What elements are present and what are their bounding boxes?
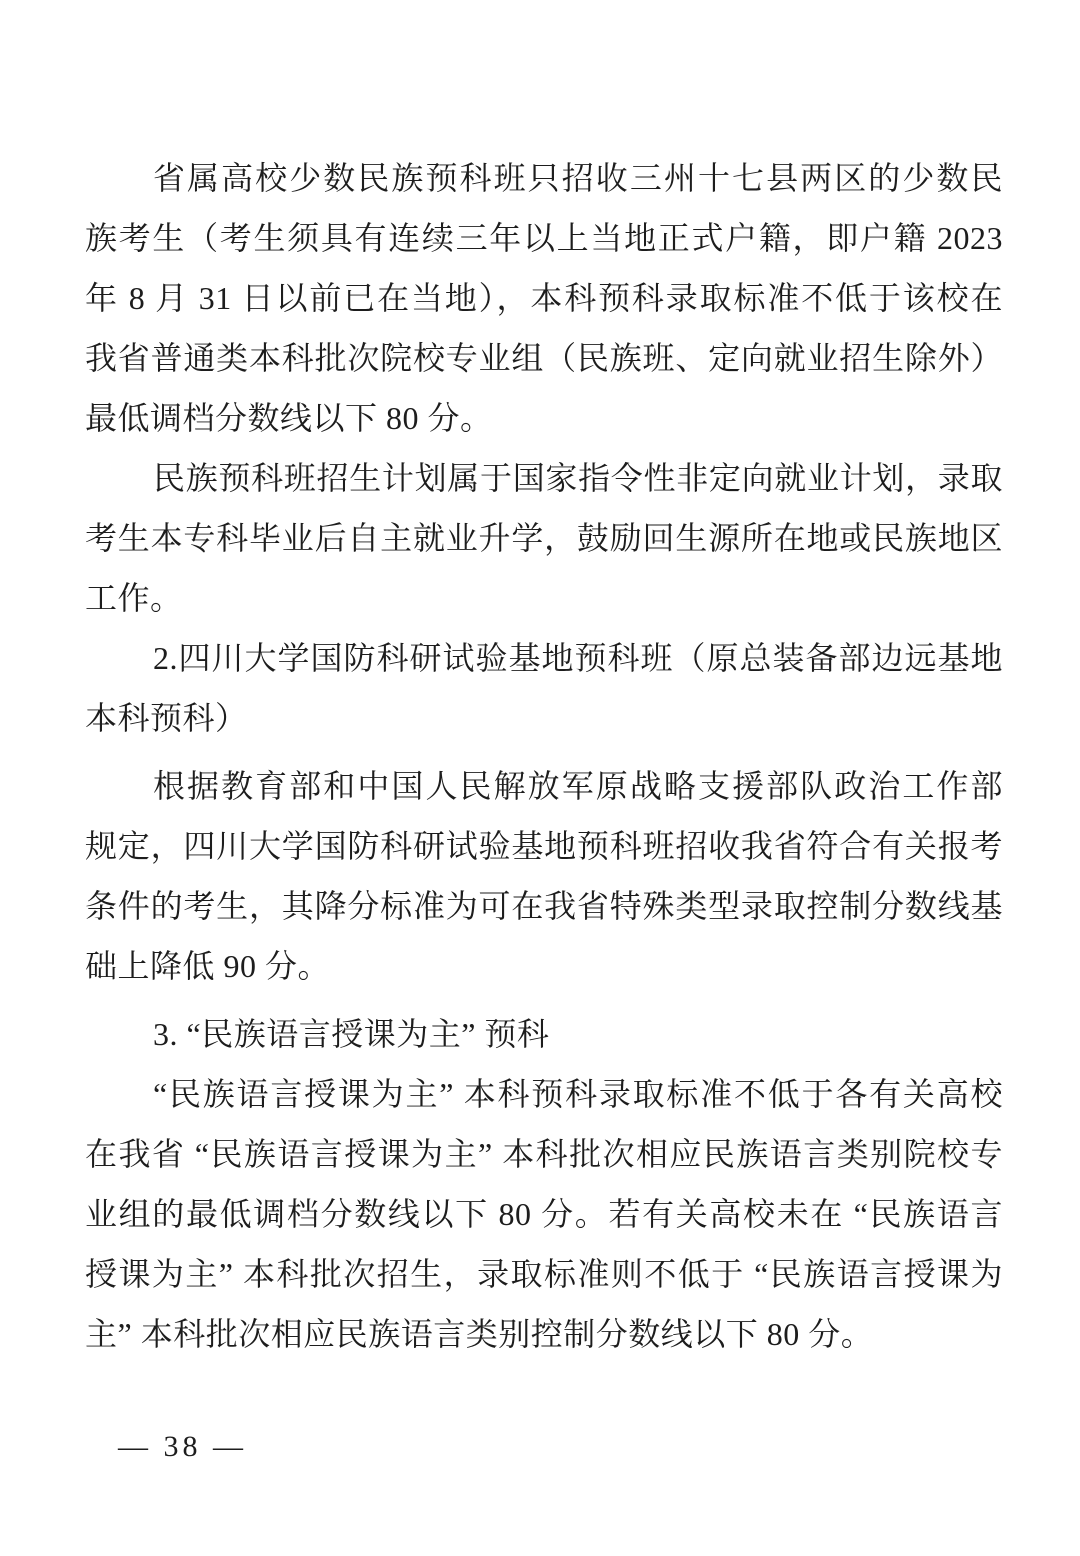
text-line: 省属高校少数民族预科班只招收三州十七县两区的少数民 — [153, 160, 1003, 196]
text-line: 规定，四川大学国防科研试验基地预科班招收我省符合有关报考 — [85, 828, 1003, 864]
text-line: 础上降低 90 分。 — [85, 948, 331, 984]
text-line: “民族语言授课为主” 本科预科录取标准不低于各有关高校 — [153, 1076, 1003, 1112]
section-heading-line: 2.四川大学国防科研试验基地预科班（原总装备部边远基地 — [153, 640, 1003, 676]
text-line: 年 8 月 31 日以前已在当地），本科预科录取标准不低于该校在 — [85, 280, 1003, 316]
section-heading-line: 本科预科） — [85, 700, 248, 736]
text-line: 最低调档分数线以下 80 分。 — [85, 400, 493, 436]
text-line: 在我省 “民族语言授课为主” 本科批次相应民族语言类别院校专 — [85, 1136, 1003, 1172]
text-line: 条件的考生，其降分标准为可在我省特殊类型录取控制分数线基 — [85, 888, 1003, 924]
text-line: 民族预科班招生计划属于国家指令性非定向就业计划，录取 — [153, 460, 1003, 496]
text-line: 工作。 — [85, 580, 183, 616]
section-heading-line: 3. “民族语言授课为主” 预科 — [153, 1016, 550, 1052]
text-line: 考生本专科毕业后自主就业升学，鼓励回生源所在地或民族地区 — [85, 520, 1003, 556]
text-line: 业组的最低调档分数线以下 80 分。若有关高校未在 “民族语言 — [85, 1196, 1003, 1232]
page-number: — 38 — — [118, 1430, 247, 1463]
text-line: 族考生（考生须具有连续三年以上当地正式户籍，即户籍 2023 — [85, 220, 1003, 256]
document-body — [85, 148, 1003, 1364]
text-line: 主” 本科批次相应民族语言类别控制分数线以下 80 分。 — [85, 1316, 874, 1352]
text-line: 我省普通类本科批次院校专业组（民族班、定向就业招生除外） — [85, 340, 1003, 376]
text-line: 授课为主” 本科批次招生，录取标准则不低于 “民族语言授课为 — [85, 1256, 1003, 1292]
text-line: 根据教育部和中国人民解放军原战略支援部队政治工作部 — [153, 768, 1003, 804]
